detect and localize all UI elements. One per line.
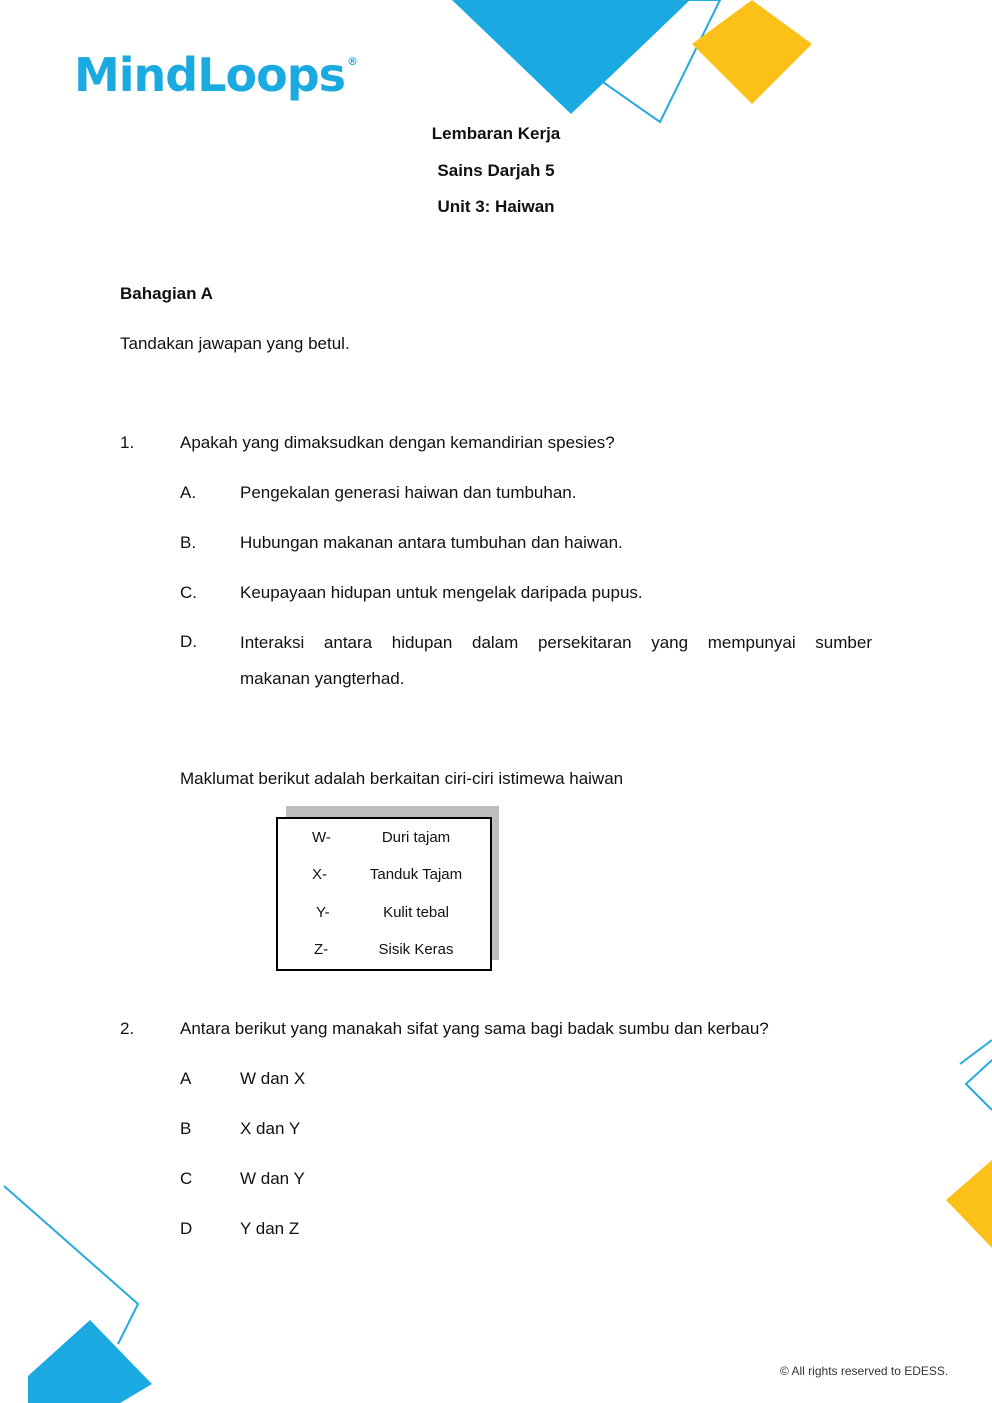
row-key: X-	[312, 866, 327, 883]
word: antara	[323, 633, 373, 652]
q1-option-d-letter: D.	[180, 632, 197, 651]
q1-option-d-line1	[240, 633, 872, 653]
mindloops-logo	[74, 48, 358, 102]
word: dalam	[471, 633, 519, 652]
q1-option-b-letter: B.	[180, 533, 197, 552]
row-key: W-	[312, 829, 331, 846]
word: Interaksi	[240, 633, 305, 652]
q2-option-d-text: Y dan Z	[240, 1219, 300, 1238]
row-key: Z-	[314, 941, 329, 958]
q2-option-c-text: W dan Y	[240, 1169, 305, 1188]
q1-option-a-letter: A.	[180, 483, 197, 502]
q2-option-a-letter: A	[180, 1069, 192, 1088]
characteristics-table	[276, 817, 492, 971]
word: persekitaran	[537, 633, 632, 652]
q1-option-c-letter: C.	[180, 583, 197, 602]
question-2-number: 2.	[120, 1019, 135, 1038]
row-value: Sisik Keras	[378, 941, 454, 958]
registered-mark: ®	[347, 55, 358, 68]
unit-title: Unit 3: Haiwan	[437, 197, 555, 216]
word: mempunyai	[707, 633, 796, 652]
word: hidupan	[391, 633, 453, 652]
q1-option-d-line2: makanan yangterhad.	[240, 669, 405, 688]
subject-title: Sains Darjah 5	[437, 161, 555, 180]
section-instruction: Tandakan jawapan yang betul.	[120, 334, 350, 353]
q1-option-c-text: Keupayaan hidupan untuk mengelak daripada pupus.	[240, 583, 643, 602]
section-title: Bahagian A	[120, 284, 213, 303]
q1-option-a-text: Pengekalan generasi haiwan dan tumbuhan.	[240, 483, 577, 502]
q2-option-d-letter: D	[180, 1219, 193, 1238]
question-1-text: Apakah yang dimaksudkan dengan kemandirian spesies?	[180, 433, 615, 452]
worksheet-title: Lembaran Kerja	[431, 124, 561, 143]
copyright-footer: © All rights reserved to EDESS.	[780, 1364, 949, 1378]
q2-option-c-letter: C	[180, 1169, 193, 1188]
row-value: Duri tajam	[381, 829, 451, 846]
info-intro: Maklumat berikut adalah berkaitan ciri-ciri istimewa haiwan	[180, 769, 624, 788]
question-1-number: 1.	[120, 433, 135, 452]
word: sumber	[815, 633, 872, 652]
row-key: Y-	[316, 904, 330, 921]
word: yang	[651, 633, 689, 652]
q1-option-b-text: Hubungan makanan antara tumbuhan dan haiwan.	[240, 533, 623, 552]
q2-option-a-text: W dan X	[240, 1069, 306, 1088]
question-2-text: Antara berikut yang manakah sifat yang sama bagi badak sumbu dan kerbau?	[180, 1019, 769, 1038]
q2-option-b-letter: B	[180, 1119, 192, 1138]
logo-text: MindLoops	[74, 48, 346, 102]
row-value: Kulit tebal	[383, 904, 449, 921]
q2-option-b-text: X dan Y	[240, 1119, 301, 1138]
row-value: Tanduk Tajam	[369, 866, 463, 883]
